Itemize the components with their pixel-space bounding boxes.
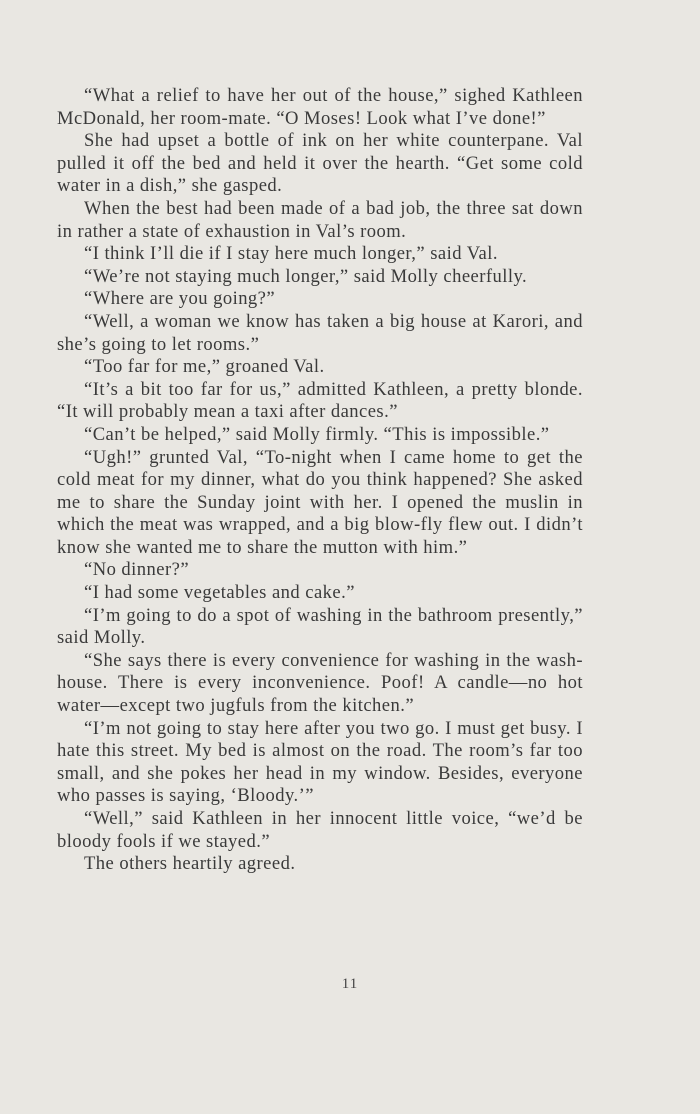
- paragraph: “Ugh!” grunted Val, “To-night when I came home to get the cold meat for my dinner, what do you think happened? She asked me to share the Sunday joint with her. I opened the muslin in which the meat was wrapped, and a big blow-fly flew out. I didn’t know she wanted me to share the mutton with him.”: [57, 446, 583, 558]
- body-text: [57, 85, 583, 876]
- paragraph: “Too far for me,” groaned Val.: [84, 356, 325, 378]
- paragraph: When the best had been made of a bad job, the three sat down in rather a state of exhaustion in Val’s room.: [57, 197, 583, 242]
- paragraph: “What a relief to have her out of the house,” sighed Kathleen McDonald, her room-mate. “O Moses! Look what I’ve done!”: [57, 85, 583, 129]
- paragraph: “I’m not going to stay here after you two go. I must get busy. I hate this street. My bed is almost on the road. The room’s far too small, and she pokes her head in my window. Besides, everyone who passes is saying, ‘Bloody.’”: [57, 717, 583, 807]
- paragraph: “No dinner?”: [84, 559, 190, 581]
- paragraph: “I think I’ll die if I stay here much longer,” said Val.: [84, 243, 498, 265]
- paragraph: “I’m going to do a spot of washing in the bathroom presently,” said Molly.: [57, 604, 583, 649]
- paragraph: “She says there is every convenience for washing in the wash-house. There is every inconvenience. Poof! A candle—no hot water—except two jugfuls from the kitchen.”: [57, 649, 583, 717]
- paragraph: The others heartily agreed.: [84, 853, 296, 875]
- paragraph: “I had some vegetables and cake.”: [84, 582, 355, 604]
- paragraph: “It’s a bit too far for us,” admitted Kathleen, a pretty blonde. “It will probably mean a taxi after dances.”: [57, 378, 583, 423]
- paragraph: “Well, a woman we know has taken a big house at Karori, and she’s going to let rooms.”: [57, 310, 583, 355]
- paragraph: “We’re not staying much longer,” said Molly cheerfully.: [84, 265, 528, 287]
- paragraph: “Where are you going?”: [84, 288, 276, 310]
- paragraph: “Can’t be helped,” said Molly firmly. “This is impossible.”: [84, 423, 550, 445]
- page-number: 11: [341, 976, 359, 992]
- paragraph: She had upset a bottle of ink on her white counterpane. Val pulled it off the bed and held it over the hearth. “Get some cold water in a dish,” she gasped.: [57, 130, 583, 197]
- paragraph: “Well,” said Kathleen in her innocent little voice, “we’d be bloody fools if we stayed.”: [57, 808, 583, 852]
